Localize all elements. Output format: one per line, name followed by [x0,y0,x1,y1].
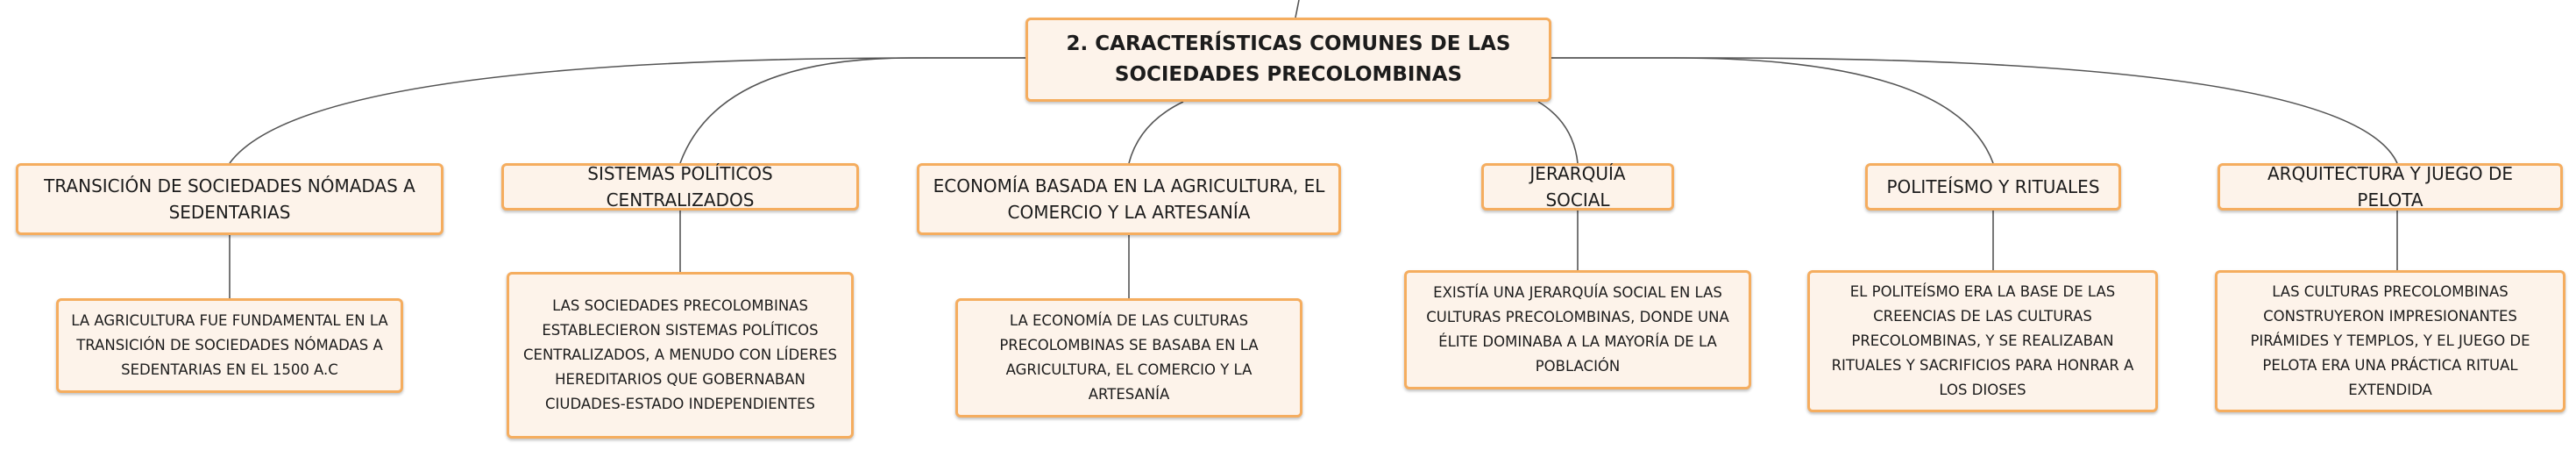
detail-politeismo[interactable] [1807,270,2158,412]
branch-jerarquia-social[interactable] [1481,163,1674,211]
branch-politeismo[interactable] [1865,163,2121,211]
root-topic-label: 2. CARACTERÍSTICAS COMUNES DE LAS SOCIEDADES PRECOLOMBINAS [1066,32,1511,86]
branch-arquitectura[interactable] [2218,163,2563,211]
detail-arquitectura[interactable] [2215,270,2565,412]
detail-text: LAS CULTURAS PRECOLOMBINAS CONSTRUYERON IMPRESIONANTES PIRÁMIDES Y TEMPLOS, Y EL JUEGO DE PELOTA ERA UNA PRÁCTICA RITUAL EXTENDIDA [2250,283,2530,398]
detail-economia[interactable] [955,298,1302,418]
branch-label: TRANSICIÓN DE SOCIEDADES NÓMADAS A SEDENTARIAS [44,175,415,223]
root-topic[interactable] [1025,18,1551,102]
detail-jerarquia-social[interactable] [1404,270,1751,389]
detail-sistemas-politicos[interactable] [507,272,854,439]
branch-transicion[interactable] [16,163,444,235]
detail-text: EXISTÍA UNA JERARQUÍA SOCIAL EN LAS CULTURAS PRECOLOMBINAS, DONDE UNA ÉLITE DOMINABA A LA MAYORÍA DE LA POBLACIÓN [1426,284,1729,375]
branch-label: ECONOMÍA BASADA EN LA AGRICULTURA, EL COMERCIO Y LA ARTESANÍA [933,175,1325,223]
branch-label: SISTEMAS POLÍTICOS CENTRALIZADOS [587,163,773,211]
detail-transicion[interactable] [56,298,403,393]
detail-text: LAS SOCIEDADES PRECOLOMBINAS ESTABLECIERON SISTEMAS POLÍTICOS CENTRALIZADOS, A MENUDO CON LÍDERES HEREDITARIOS QUE GOBERNABAN CIUDADES-ESTADO INDEPENDIENTES [523,297,837,412]
branch-economia[interactable] [917,163,1341,235]
branch-label: JERARQUÍA SOCIAL [1529,163,1626,211]
detail-text: LA AGRICULTURA FUE FUNDAMENTAL EN LA TRANSICIÓN DE SOCIEDADES NÓMADAS A SEDENTARIAS EN EL 1500 A.C [71,312,388,378]
detail-text: EL POLITEÍSMO ERA LA BASE DE LAS CREENCIAS DE LAS CULTURAS PRECOLOMBINAS, Y SE REALIZABAN RITUALES Y SACRIFICIOS PARA HONRAR A LOS DIOSES [1831,283,2134,398]
branch-label: POLITEÍSMO Y RITUALES [1886,176,2100,197]
branch-label: ARQUITECTURA Y JUEGO DE PELOTA [2267,163,2514,211]
detail-text: LA ECONOMÍA DE LAS CULTURAS PRECOLOMBINAS SE BASABA EN LA AGRICULTURA, EL COMERCIO Y LA ARTESANÍA [999,312,1259,403]
branch-sistemas-politicos[interactable] [501,163,859,211]
